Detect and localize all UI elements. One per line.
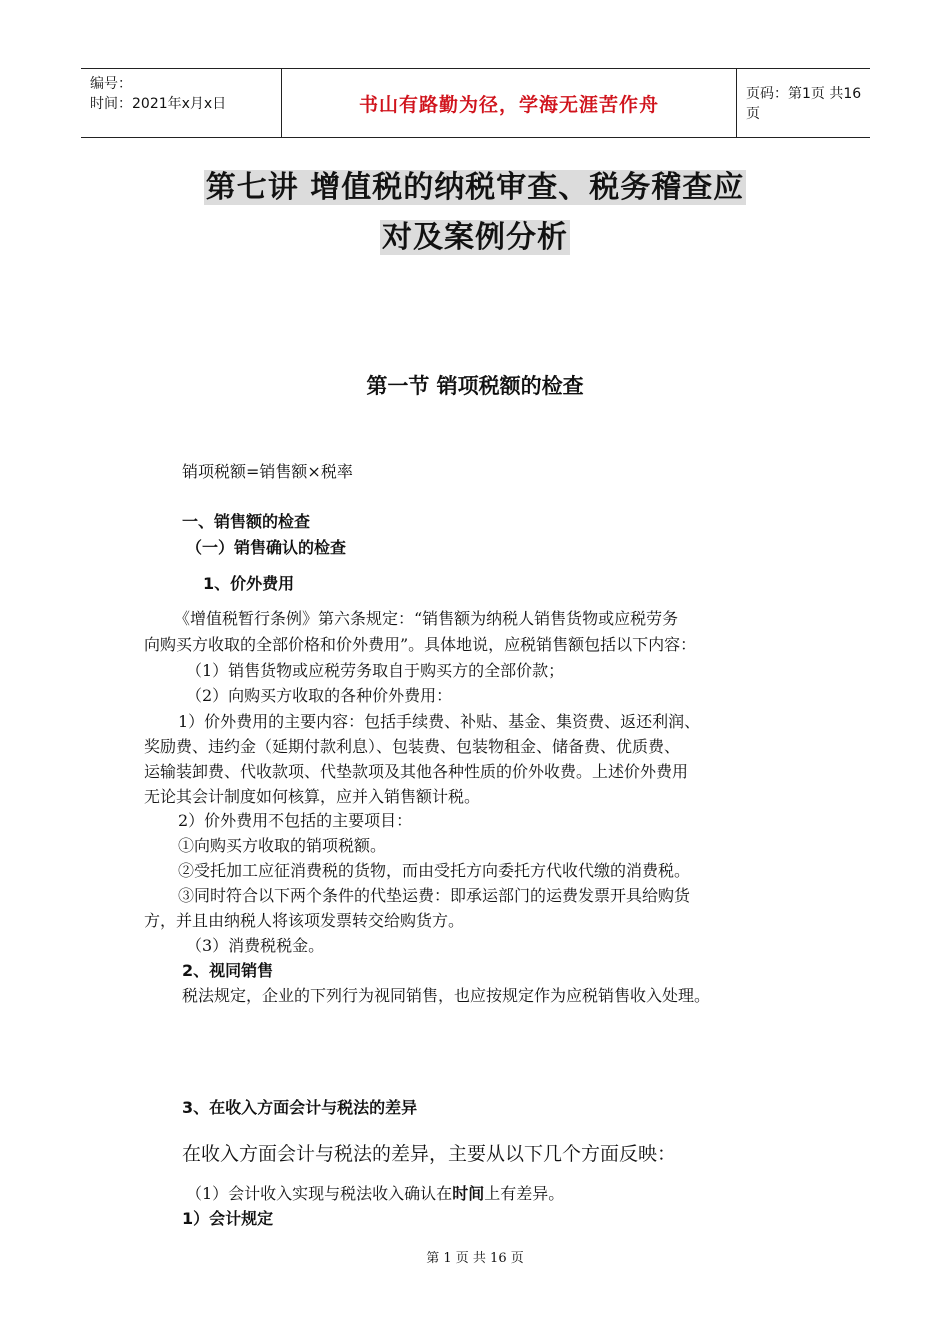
document-time-label: 时间：2021年x月x日 — [90, 96, 227, 112]
paragraph-line: ①向购买方收取的销项税额。 — [178, 836, 387, 855]
heading-level-4: 1）会计规定 — [182, 1209, 274, 1228]
formula-line: 销项税额=销售额×税率 — [182, 462, 353, 481]
header-motto: 书山有路勤为径，学海无涯苦作舟 — [358, 93, 659, 116]
header-motto-cell — [281, 69, 737, 137]
paragraph-line: （1）会计收入实现与税法收入确认在时间上有差异。 — [186, 1184, 565, 1203]
paragraph-line: 无论其会计制度如何核算，应并入销售额计税。 — [144, 787, 481, 806]
paragraph-line: （1）销售货物或应税劳务取自于购买方的全部价款； — [186, 661, 565, 680]
paragraph-line: 1）价外费用的主要内容：包括手续费、补贴、基金、集资费、返还利润、 — [178, 712, 701, 731]
document-number-label: 编号： — [90, 76, 132, 92]
paragraph-line: 奖励费、违约金（延期付款利息）、包装费、包装物租金、储备费、优质费、 — [144, 737, 681, 756]
emphasis-text: 时间 — [452, 1184, 485, 1203]
heading-level-3: 1、价外费用 — [203, 574, 295, 593]
page-footer: 第 1 页 共 16 页 — [426, 1251, 524, 1266]
paragraph-line: 税法规定，企业的下列行为视同销售，也应按规定作为应税销售收入处理。 — [182, 986, 711, 1005]
document-header — [81, 68, 870, 138]
heading-level-3: 2、视同销售 — [182, 961, 274, 980]
paragraph-line: （2）向购买方收取的各种价外费用： — [186, 686, 453, 705]
paragraph-line: 在收入方面会计与税法的差异，主要从以下几个方面反映： — [182, 1143, 677, 1165]
document-title-line-2: 对及案例分析 — [382, 220, 568, 255]
header-meta-cell — [81, 69, 281, 137]
paragraph-line: 《增值税暂行条例》第六条规定：“销售额为纳税人销售货物或应税劳务 — [174, 609, 679, 628]
paragraph-line: ③同时符合以下两个条件的代垫运费：即承运部门的运费发票开具给购货 — [178, 886, 691, 905]
header-page-cell — [736, 69, 870, 137]
paragraph-line: ②受托加工应征消费税的货物，而由受托方向委托方代收代缴的消费税。 — [178, 861, 691, 880]
document-title-line-1: 第七讲 增值税的纳税审查、税务稽查应 — [205, 170, 745, 205]
paragraph-line: 运输装卸费、代收款项、代垫款项及其他各种性质的价外收费。上述价外费用 — [144, 762, 689, 781]
paragraph-line: （3）消费税税金。 — [186, 936, 325, 955]
paragraph-line: 向购买方收取的全部价格和价外费用”。具体地说，应税销售额包括以下内容： — [144, 635, 697, 654]
section-title: 第一节 销项税额的检查 — [366, 374, 584, 398]
heading-level-2: （一）销售确认的检查 — [186, 538, 347, 557]
paragraph-line: 2）价外费用不包括的主要项目： — [178, 811, 413, 830]
heading-level-3: 3、在收入方面会计与税法的差异 — [182, 1098, 418, 1117]
heading-level-1: 一、销售额的检查 — [182, 512, 311, 531]
header-page-info: 页码：第1页 共16页 — [746, 86, 862, 122]
paragraph-line: 方，并且由纳税人将该项发票转交给购货方。 — [144, 911, 465, 930]
